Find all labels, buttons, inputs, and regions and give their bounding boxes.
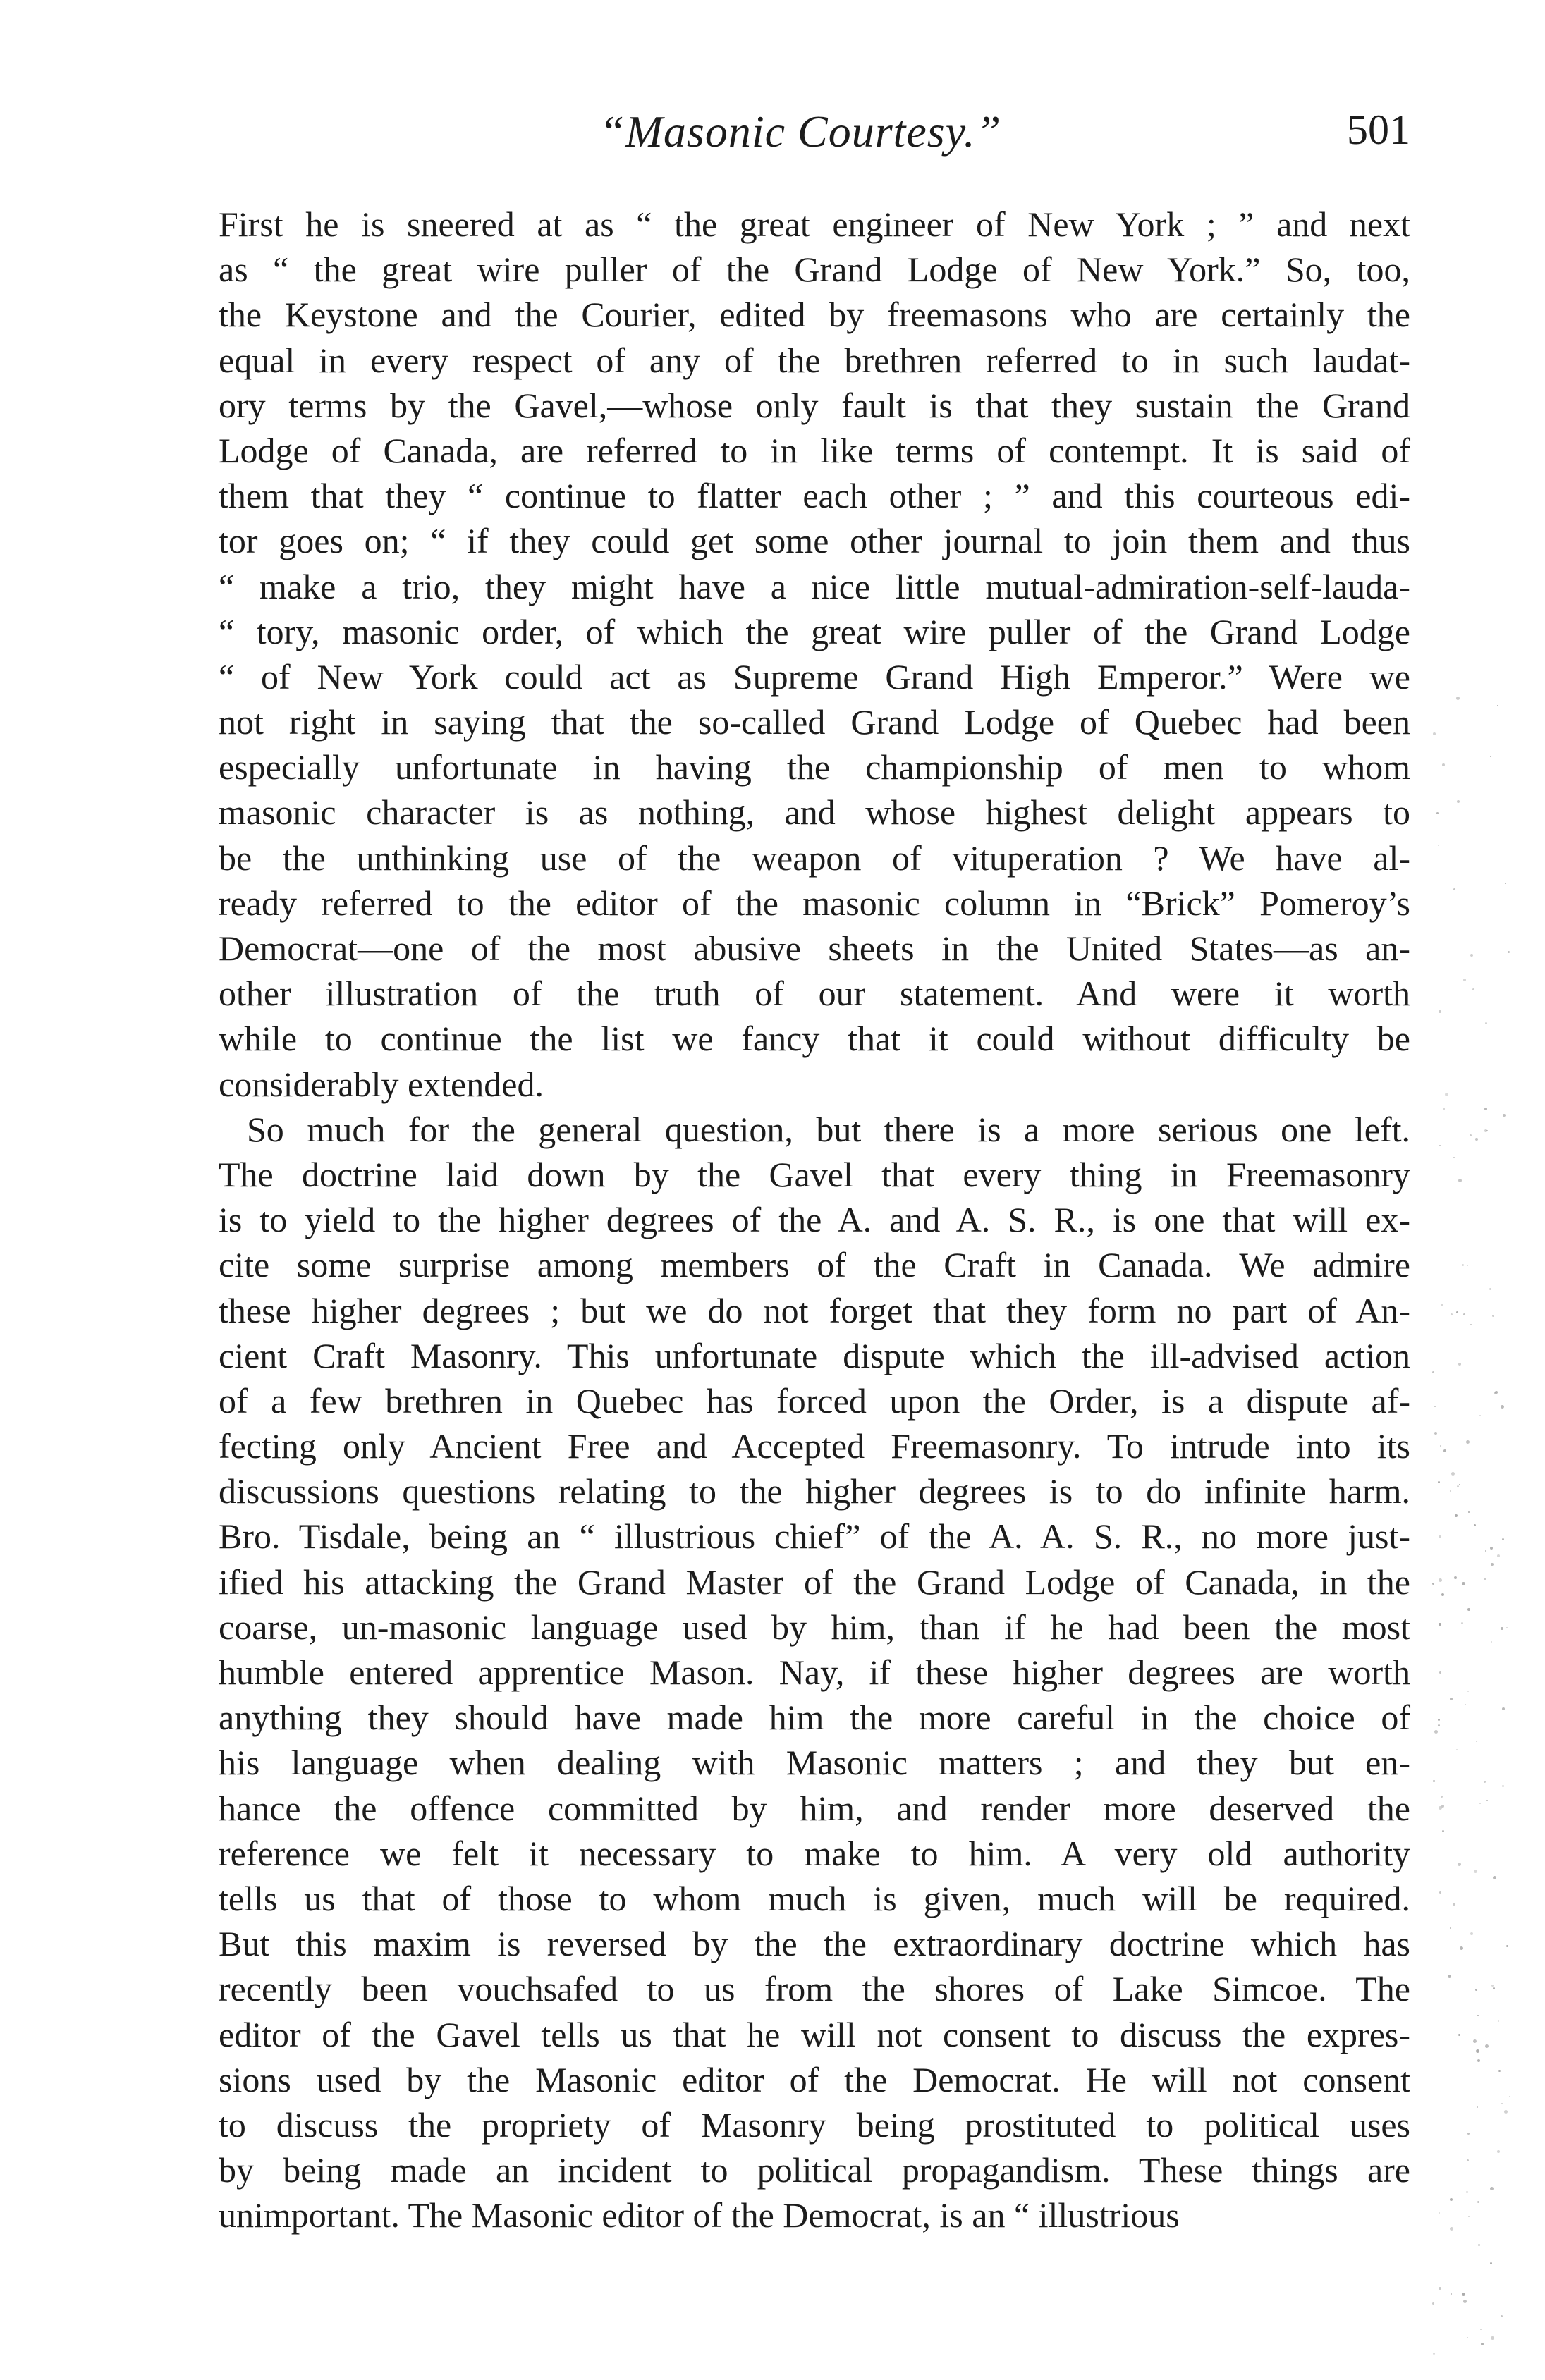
scan-speck [1478,2244,1480,2246]
scan-speck [1463,2300,1467,2303]
text-line: ready referred to the editor of the masonic column in “Brick” Pomeroy’s [219,883,1410,923]
scan-speck [1485,1022,1487,1024]
margin-scan-specks [1432,677,1517,2369]
scan-speck [1486,1800,1488,1801]
scan-speck [1508,951,1510,953]
scan-speck [1490,2187,1494,2190]
scan-speck [1453,1157,1455,1158]
scan-speck [1451,1472,1455,1476]
scan-speck [1439,1891,1441,1894]
scan-speck [1489,1288,1491,1290]
scan-speck [1501,2315,1503,2317]
scan-speck [1450,2227,1453,2231]
text-line: fecting only Ancient Free and Accepted Freemasonry. To intrude into its [219,1426,1410,1466]
scan-speck [1457,1485,1459,1488]
scan-speck [1450,1927,1451,1929]
scan-speck [1466,2191,1468,2193]
scan-speck [1436,812,1439,814]
scan-speck [1498,2020,1499,2022]
scan-speck [1479,1415,1481,1416]
text-line: especially unfortunate in having the championship of men to whom [219,747,1410,787]
scan-speck [1493,1987,1495,1989]
scan-speck [1502,1538,1504,1540]
text-line: anything they should have made him the more careful in the choice of [219,1698,1410,1738]
scan-speck [1490,756,1491,757]
scan-speck [1442,1830,1444,1832]
scan-speck [1440,1445,1441,1447]
scan-speck [1441,1805,1444,1808]
scan-speck [1443,1449,1446,1452]
text-line: not right in saying that the so-called Grand Lodge of Quebec had been [219,702,1410,742]
scan-speck [1458,1363,1461,1366]
scan-speck [1433,2353,1435,2355]
text-line: them that they “ continue to flatter each other ; ” and this courteous edi- [219,476,1410,516]
scan-speck [1470,1134,1472,1136]
scan-speck [1484,1129,1487,1132]
scan-speck [1501,1627,1503,1630]
scan-speck [1468,2216,1470,2217]
scan-speck [1475,1138,1478,1141]
scan-speck [1492,1315,1494,1317]
scan-speck [1457,800,1460,803]
scan-speck [1456,697,1460,700]
scan-speck [1498,2070,1501,2072]
scan-speck [1462,1582,1465,1585]
scan-speck [1490,2262,1492,2264]
scan-speck [1439,1578,1442,1582]
text-line: But this maxim is reversed by the the extraordinary doctrine which has [219,1924,1410,1964]
scan-speck [1456,1749,1458,1750]
scan-speck [1476,2049,1479,2053]
scan-speck [1493,1876,1496,1879]
scan-speck [1476,1741,1477,1742]
scan-speck [1451,1313,1453,1315]
text-line: Lodge of Canada, are referred to in like terms of contempt. It is said of [219,430,1410,470]
scan-speck [1472,988,1474,990]
scan-speck [1451,2293,1452,2295]
scan-speck [1479,1803,1481,1804]
scan-speck [1467,1608,1470,1611]
text-line: First he is sneered at as “ the great engineer of New York ; ” and next [219,204,1410,244]
scan-speck [1462,2293,1465,2296]
page-number: 501 [1347,106,1410,153]
scan-speck [1505,883,1506,884]
text-line: as “ the great wire puller of the Grand Lodge of New York.” So, too, [219,250,1410,290]
scan-speck [1438,1719,1440,1721]
text-line: of a few brethren in Quebec has forced upon the Order, is a dispute af- [219,1380,1410,1421]
text-line: unimportant. The Masonic editor of the Democrat, is an “ illustrious [219,2195,1180,2235]
scan-speck [1501,2103,1503,2104]
scan-speck [1463,1313,1465,1315]
text-line: coarse, un-masonic language used by him, than if he had been the most [219,1607,1410,1647]
scan-speck [1432,1371,1434,1373]
scan-speck [1502,1785,1504,1787]
scan-speck [1461,1622,1463,1624]
text-line: sions used by the Masonic editor of the Democrat. He will not consent [219,2059,1410,2099]
text-line: editor of the Gavel tells us that he will not consent to discuss the expres- [219,2014,1410,2054]
scan-speck [1481,2343,1484,2345]
text-line: hance the offence committed by him, and render more deserved the [219,1788,1410,1828]
scan-speck [1434,1730,1438,1734]
scan-speck [1441,1593,1444,1596]
scan-speck [1432,1583,1434,1585]
scan-speck [1473,2039,1477,2043]
scan-speck [1438,1481,1440,1483]
text-line: Bro. Tisdale, being an “ illustrious chief” of the A. A. S. R., no more just- [219,1516,1410,1557]
scan-speck [1480,2329,1482,2330]
scan-speck [1450,1490,1451,1492]
scan-speck [1458,2034,1460,2036]
scan-speck [1441,1796,1443,1798]
text-line: is to yield to the higher degrees of the A. and A. S. R., is one that will ex- [219,1200,1410,1240]
text-line: by being made an incident to political propagandism. These things are [219,2150,1410,2190]
scan-speck [1456,1311,1458,1313]
scan-speck [1502,1707,1505,1710]
text-line: while to continue the list we fancy that it could without difficulty be [219,1019,1410,1059]
scan-speck [1470,954,1473,957]
text-line: So much for the general question, but there is a more serious one left. [247,1109,1410,1149]
text-line: be the unthinking use of the weapon of vituperation ? We have al- [219,838,1410,878]
scan-speck [1462,1264,1464,1266]
scan-speck [1484,1781,1486,1783]
scan-speck [1458,1863,1461,1866]
text-line: these higher degrees ; but we do not forget that they form no part of An- [219,1290,1410,1330]
scan-speck [1467,2133,1470,2135]
text-line: “ make a trio, they might have a nice little mutual-admiration-self-lauda- [219,566,1410,606]
text-line: equal in every respect of any of the brethren referred to in such laudat- [219,340,1410,380]
scan-speck [1438,845,1439,846]
scan-speck [1467,2159,1469,2161]
scan-speck [1454,1576,1457,1579]
scan-speck [1467,1265,1468,1266]
scan-speck [1503,1114,1506,1117]
scan-speck [1484,1108,1487,1110]
scan-speck [1474,1870,1477,1873]
scan-speck [1490,1547,1493,1550]
scan-speck [1434,1432,1437,1435]
scan-speck [1485,1550,1486,1552]
scan-speck [1439,2287,1441,2290]
text-line: humble entered apprentice Mason. Nay, if these higher degrees are worth [219,1652,1410,1692]
text-line: reference we felt it necessary to make to him. A very old authority [219,1833,1410,1873]
scan-speck [1477,2059,1480,2062]
scan-speck [1477,2015,1479,2016]
scan-speck [1450,2198,1453,2201]
scan-speck [1453,888,1455,890]
text-line: recently been vouchsafed to us from the shores of Lake Simcoe. The [219,1969,1410,2009]
scan-speck [1439,1010,1441,1013]
scan-speck [1506,1627,1508,1628]
scan-speck [1491,1563,1494,1566]
scan-speck [1458,1179,1462,1182]
scan-speck [1460,1946,1463,1950]
text-line: The doctrine laid down by the Gavel that every thing in Freemasonry [219,1154,1410,1194]
scan-speck [1467,1691,1469,1692]
scan-speck [1439,1623,1441,1626]
scan-speck [1474,1524,1476,1526]
scan-speck [1506,1945,1508,1947]
running-title: “Masonic Courtesy.” [599,106,1002,157]
scan-speck [1432,2302,1434,2305]
scan-speck [1509,2096,1510,2097]
scan-speck [1497,2150,1500,2153]
text-line: to discuss the propriety of Masonry being prostituted to political uses [219,2104,1410,2145]
scan-speck [1450,1698,1453,1700]
scan-speck [1475,1989,1477,1991]
scan-speck [1477,2201,1479,2203]
scan-speck [1491,2336,1494,2340]
text-line: tor goes on; “ if they could get some other journal to join them and thus [219,521,1410,561]
scan-speck [1504,2110,1508,2114]
scan-speck [1497,1554,1500,1557]
text-line: the Keystone and the Courier, edited by freemasons who are certainly the [219,295,1410,335]
scan-speck [1455,1514,1458,1517]
scan-speck [1467,2337,1468,2338]
scan-speck [1433,1780,1435,1782]
text-line: considerably extended. [219,1064,544,1104]
text-line: tells us that of those to whom much is given, much will be required. [219,1878,1410,1918]
scan-speck [1439,1671,1441,1674]
scan-speck [1466,1440,1470,1444]
text-line: ory terms by the Gavel,—whose only fault is that they sustain the Grand [219,385,1410,425]
text-line: other illustration of the truth of our statement. And were it worth [219,974,1410,1014]
scan-speck [1485,2044,1489,2048]
scan-speck [1470,1324,1472,1325]
scan-speck [1439,1535,1441,1538]
text-line: his language when dealing with Masonic matters ; and they but en- [219,1743,1410,1783]
text-line: cient Craft Masonry. This unfortunate dispute which the ill-advised action [219,1335,1410,1375]
scan-speck [1448,1975,1451,1978]
scan-speck [1463,979,1466,981]
scan-speck [1445,1093,1448,1096]
text-line: discussions questions relating to the higher degrees is to do infinite harm. [219,1471,1410,1511]
scan-speck [1497,705,1498,706]
scan-speck [1439,1145,1441,1146]
text-line: “ tory, masonic order, of which the great wire puller of the Grand Lodge [219,611,1410,651]
scan-speck [1495,1391,1498,1394]
scan-speck [1484,1578,1486,1580]
scan-speck [1477,2106,1478,2108]
scan-speck [1491,1985,1494,1987]
text-line: Democrat—one of the most abusive sheets in the United States—as an- [219,928,1410,968]
scan-speck [1438,1724,1440,1726]
scan-speck [1501,1405,1504,1409]
scan-speck [1443,1108,1445,1110]
scan-speck [1465,1704,1466,1705]
scan-speck [1468,1511,1470,1513]
scan-speck [1459,1484,1460,1485]
running-head [219,106,1410,169]
scan-speck [1453,1903,1455,1906]
scan-speck [1470,1932,1473,1935]
text-line: “ of New York could act as Supreme Grand High Emperor.” Were we [219,656,1410,697]
scan-speck [1442,763,1445,766]
scan-speck [1439,2212,1440,2214]
text-line: cite some surprise among members of the Craft in Canada. We admire [219,1245,1410,1285]
text-line: masonic character is as nothing, and whose highest delight appears to [219,792,1410,833]
scan-speck [1441,1304,1443,1306]
scan-speck [1434,1406,1436,1407]
body-text [219,202,1410,2238]
scan-speck [1491,1641,1492,1643]
scan-speck [1433,732,1436,735]
text-line: ified his attacking the Grand Master of the Grand Lodge of Canada, in the [219,1562,1410,1602]
